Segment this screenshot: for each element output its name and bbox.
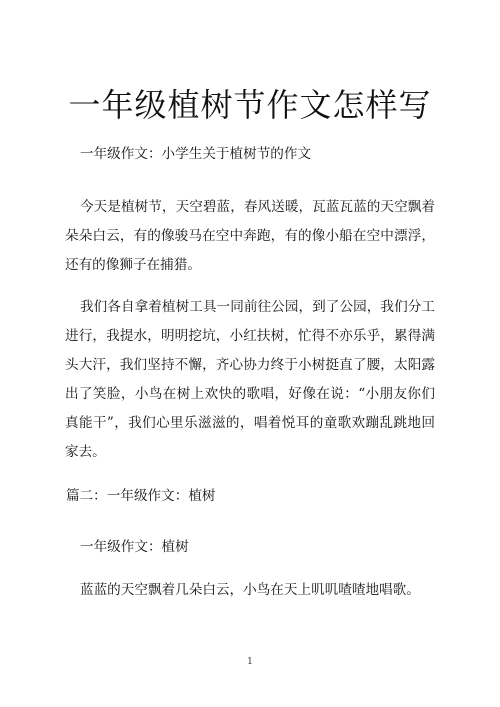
page-number: 1 (247, 657, 253, 667)
document-subtitle: 一年级作文：小学生关于植树节的作文 (80, 146, 312, 162)
section-heading: 篇二：一年级作文：植树 (66, 488, 216, 504)
paragraph-2: 我们各自拿着植树工具一同前往公园，到了公园，我们分工进行，我提水，明明挖坑，小红扶树，忙得不亦乐乎，累得满头大汗，我们坚持不懈，齐心协力终于小树挺直了腰，太阳露出了笑脸，小鸟在树上欢快的歌唱，好像在说：“小朋友你们真能干”，我们心里乐滋滋的，唱着悦耳的童歌欢蹦乱跳地回家去。 (65, 299, 435, 460)
document-title: 一年级植树节作文怎样写 (68, 86, 432, 124)
paragraph-1: 今天是植树节，天空碧蓝，春风送暖，瓦蓝瓦蓝的天空飘着朵朵白云，有的像骏马在空中奔跑，有的像小船在空中漂浮，还有的像狮子在捕猎。 (65, 199, 435, 273)
section-paragraph: 蓝蓝的天空飘着几朵白云，小鸟在天上叽叽喳喳地唱歌。 (80, 582, 420, 598)
section-subtitle: 一年级作文：植树 (80, 539, 189, 555)
